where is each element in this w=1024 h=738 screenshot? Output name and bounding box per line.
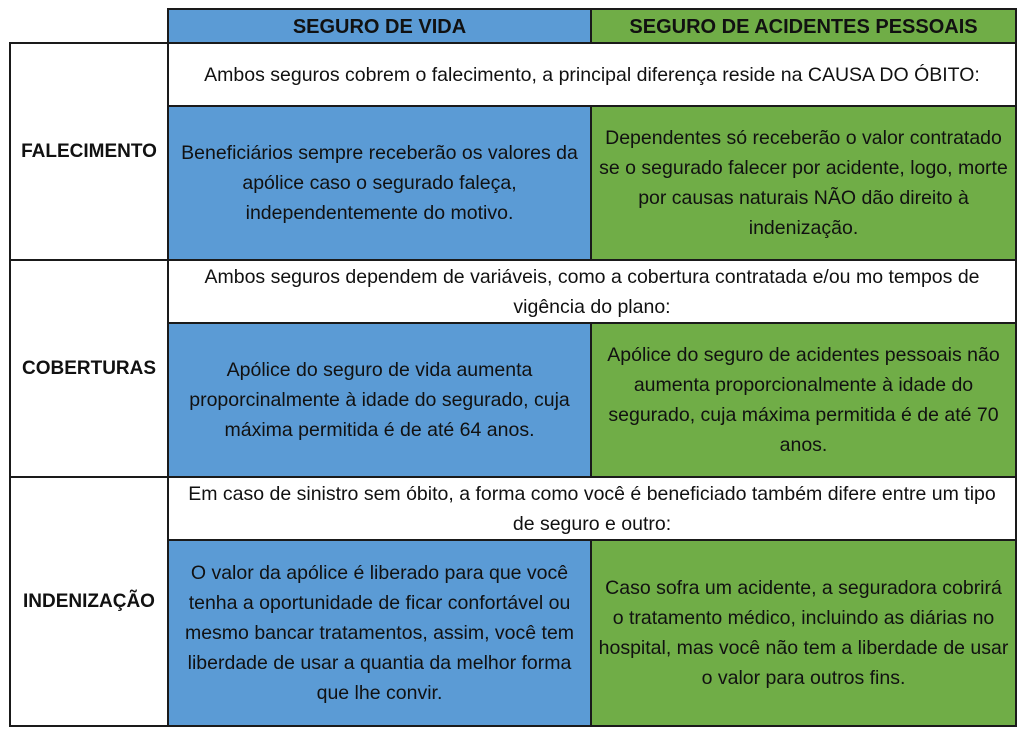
header-seguro-de-vida: SEGURO DE VIDA — [168, 9, 591, 43]
falecimento-vida-cell: Beneficiários sempre receberão os valores da apólice caso o segurado faleça, independentemente do motivo. — [168, 106, 591, 260]
indenizacao-acidentes-cell: Caso sofra um acidente, a seguradora cobrirá o tratamento médico, incluindo as diárias no hospital, mas você não tem a liberdade de usar o valor para outros fins. — [591, 540, 1016, 726]
coberturas-intro-row — [10, 260, 1016, 323]
corner-cell — [10, 9, 168, 43]
indenizacao-intro: Em caso de sinistro sem óbito, a forma como você é beneficiado também difere entre um tipo de seguro e outro: — [168, 477, 1016, 540]
indenizacao-intro-row — [10, 477, 1016, 540]
comparison-table — [9, 8, 1017, 727]
indenizacao-vida-cell: O valor da apólice é liberado para que você tenha a oportunidade de ficar confortável ou mesmo bancar tratamentos, assim, você tem liberdade de usar a quantia da melhor forma que lhe convir. — [168, 540, 591, 726]
row-label-coberturas: COBERTURAS — [10, 260, 168, 477]
coberturas-acidentes-cell: Apólice do seguro de acidentes pessoais não aumenta proporcionalmente à idade do segurado, cuja máxima permitida é de até 70 anos. — [591, 323, 1016, 477]
falecimento-intro: Ambos seguros cobrem o falecimento, a principal diferença reside na CAUSA DO ÓBITO: — [168, 43, 1016, 106]
header-seguro-acidentes-pessoais: SEGURO DE ACIDENTES PESSOAIS — [591, 9, 1016, 43]
row-label-indenizacao: INDENIZAÇÃO — [10, 477, 168, 726]
coberturas-vida-cell: Apólice do seguro de vida aumenta proporcinalmente à idade do segurado, cuja máxima permitida é de até 64 anos. — [168, 323, 591, 477]
coberturas-intro: Ambos seguros dependem de variáveis, como a cobertura contratada e/ou mo tempos de vigência do plano: — [168, 260, 1016, 323]
row-label-falecimento: FALECIMENTO — [10, 43, 168, 260]
header-row — [10, 9, 1016, 43]
falecimento-acidentes-cell: Dependentes só receberão o valor contratado se o segurado falecer por acidente, logo, morte por causas naturais NÃO dão direito à indenização. — [591, 106, 1016, 260]
falecimento-intro-row — [10, 43, 1016, 106]
